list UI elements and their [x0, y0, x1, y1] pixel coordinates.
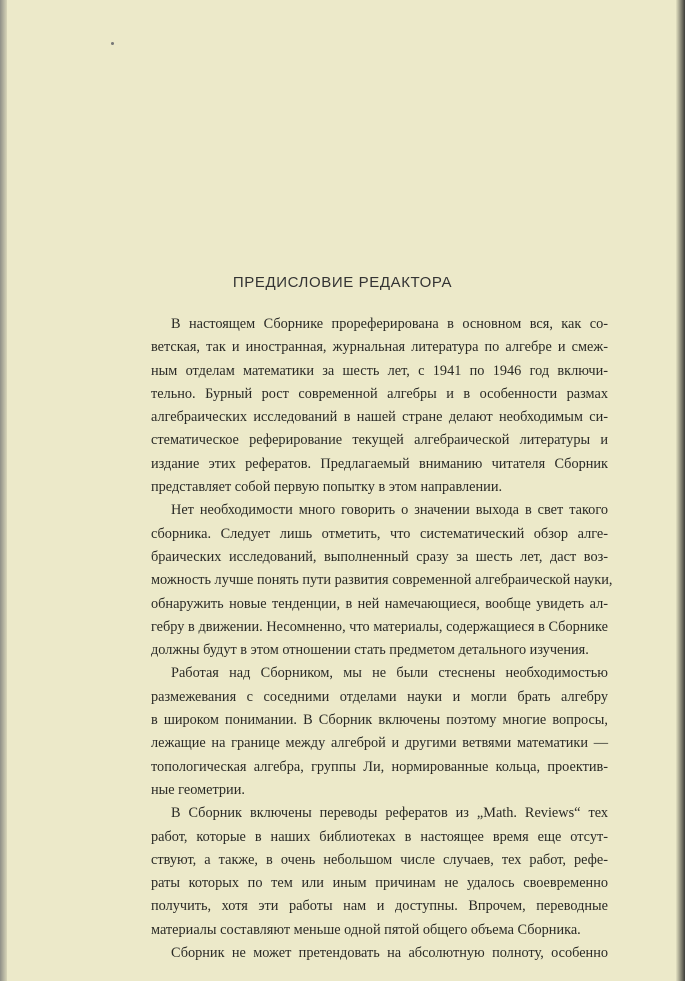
text-line: Нет необходимости много говорить о значении выхода в свет такого	[171, 502, 608, 519]
text-line: Сборник не может претендовать на абсолютную полноту, особенно	[171, 945, 608, 962]
text-line: ные геометрии.	[151, 781, 245, 798]
text-line: в широком понимании. В Сборник включены поэтому многие вопросы,	[151, 712, 608, 729]
text-line: лежащие на границе между алгеброй и другими ветвями математики —	[151, 735, 608, 752]
paragraph	[151, 662, 608, 802]
text-line: стематическое реферирование текущей алгебраической литературы и	[151, 432, 608, 449]
text-line: алгебраических исследований в нашей стране делают необходимым си-	[151, 409, 608, 426]
scan-speck	[111, 42, 114, 45]
text-line: сборника. Следует лишь отметить, что систематический обзор алге-	[151, 525, 608, 542]
text-line: получить, хотя эти работы нам и доступны. Впрочем, переводные	[151, 898, 608, 915]
text-line: ствуют, а также, в очень небольшом числе случаев, тех работ, рефе-	[151, 851, 608, 868]
text-line: можность лучше понять пути развития современной алгебраической науки,	[151, 572, 613, 589]
text-line: раты которых по тем или иным причинам не удалось своевременно	[151, 875, 608, 892]
paragraph	[151, 499, 613, 662]
paragraph	[151, 942, 608, 965]
text-line: работ, которые в наших библиотеках в настоящее время еще отсут-	[151, 828, 608, 845]
text-line: гебру в движении. Несомненно, что материалы, содержащиеся в Сборнике	[151, 618, 608, 635]
document-body	[151, 313, 613, 965]
text-line: материалы составляют меньше одной пятой общего объема Сборника.	[151, 921, 581, 938]
paragraph	[151, 313, 608, 499]
text-line: представляет собой первую попытку в этом направлении.	[151, 479, 503, 496]
text-line: топологическая алгебра, группы Ли, нормированные кольца, проектив-	[151, 758, 608, 775]
text-line: тельно. Бурный рост современной алгебры и в особенности размах	[151, 385, 608, 402]
page-title: ПРЕДИСЛОВИЕ РЕДАКТОРА	[232, 274, 453, 291]
text-line: браических исследований, выполненный сразу за шесть лет, даст воз-	[151, 548, 608, 565]
text-line: В настоящем Сборнике прореферирована в основном вся, как со-	[171, 316, 608, 332]
text-line: ным отделам математики за шесть лет, с 1941 по 1946 год включи-	[151, 362, 608, 379]
scan-right-edge	[676, 0, 685, 981]
text-line: Работая над Сборником, мы не были стеснены необходимостью	[171, 665, 608, 682]
paragraph	[151, 802, 608, 942]
text-line: должны будут в этом отношении стать предметом детального изучения.	[151, 642, 589, 659]
text-line: ветская, так и иностранная, журнальная литература по алгебре и смеж-	[151, 339, 608, 356]
scan-left-edge	[0, 0, 7, 981]
text-line: В Сборник включены переводы рефератов из „Math. Reviews“ тех	[171, 805, 608, 822]
text-line: размежевания с соседними отделами науки и могли брать алгебру	[151, 688, 608, 705]
text-line: издание этих рефератов. Предлагаемый вниманию читателя Сборник	[151, 455, 608, 472]
text-line: обнаружить новые тенденции, в ней намечающиеся, вообще увидеть ал-	[151, 595, 608, 612]
